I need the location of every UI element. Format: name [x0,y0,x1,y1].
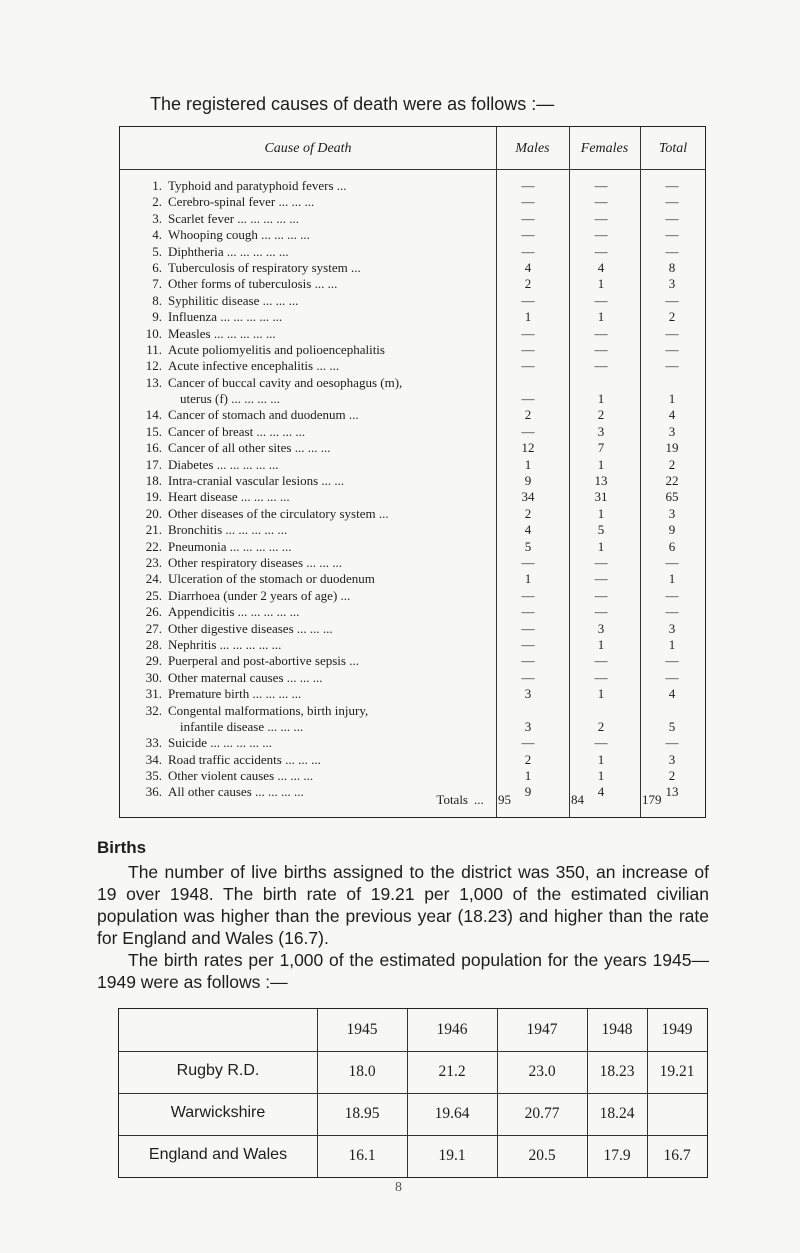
intro-text: The registered causes of death were as follows :— [150,94,555,114]
rate-value: 19.1 [438,1147,466,1164]
cause-number: 28. [145,636,162,652]
males-value: 2 [524,276,532,292]
total-value: — [665,555,679,570]
cause-name-continued: infantile disease ... ... ... [180,718,304,734]
cause-row [120,358,705,374]
females-value: 3 [597,423,605,439]
cause-name: Appendicitis ... ... ... ... ... [168,604,300,620]
total-value: — [665,243,679,259]
total-value: 9 [668,522,676,538]
rate-value: 18.0 [348,1063,376,1080]
total-value: 1 [668,636,676,652]
rate-value: 17.9 [603,1147,631,1164]
males-value: — [521,227,535,243]
cause-label [168,440,496,456]
total-value: 2 [668,768,676,784]
cause-name: Typhoid and paratyphoid fevers ... [168,178,347,193]
total-value: 19 [665,440,679,456]
cause-label [168,178,496,194]
cause-label [168,227,496,243]
females-value: — [594,243,608,259]
males-value: — [521,391,535,407]
cause-row [120,342,705,358]
females-value: 7 [597,440,605,456]
cause-name: Other forms of tuberculosis ... ... [168,276,338,292]
females-value: — [594,735,608,751]
males-value: — [521,243,535,259]
cause-row [120,276,705,292]
females-value: 3 [597,620,605,636]
cause-label [168,555,496,571]
year-header: 1946 [436,1021,468,1038]
cause-row [120,555,705,571]
cause-number: 29. [145,653,162,669]
cause-number: 19. [145,489,162,505]
cause-name: Tuberculosis of respiratory system ... [168,259,361,275]
cause-name: Whooping cough ... ... ... ... [168,227,310,243]
males-value: 2 [524,751,532,767]
cause-name: Other diseases of the circulatory system ... [168,505,389,521]
cause-number: 11. [146,341,162,357]
cause-number: 2. [152,194,162,210]
cause-name: Cancer of breast ... ... ... ... [168,423,306,439]
births-paragraph-1: The number of live births assigned to the district was 350, an increase of 19 over 1948. The birth rate of 19.21 per 1,000 of the estimated civilian population was higher than the previous year (18.23) and higher than the rate for England and Wales (16.7). [97,862,709,948]
females-value: 1 [597,505,605,521]
cause-row [120,653,705,669]
cause-name: Scarlet fever ... ... ... ... ... [168,210,300,226]
cause-number: 26. [145,604,162,620]
cause-name: Ulceration of the stomach or duodenum [168,571,375,587]
males-value: — [521,555,535,570]
total-value: 1 [668,571,676,587]
cause-name-continued: uterus (f) ... ... ... ... [180,391,281,407]
females-value: — [594,653,608,669]
cause-name: Acute poliomyelitis and polioencephalitis [168,341,385,357]
males-value: 1 [524,456,532,472]
males-value: 12 [521,440,535,456]
males-value: 3 [524,686,532,702]
birth-rates-table [118,1008,708,1178]
cause-row [120,375,705,408]
cause-number: 25. [145,587,162,603]
females-value: 1 [597,456,605,472]
females-value: 1 [597,686,605,702]
cause-row [120,440,705,456]
females-value: — [594,292,608,308]
cause-row [120,522,705,538]
cause-name: Suicide ... ... ... ... ... [168,735,272,751]
header-females: Females [580,141,629,156]
females-value: — [594,587,608,603]
totals-dots: ... [474,792,484,807]
cause-name: Diphtheria ... ... ... ... ... [168,243,289,259]
cause-name: Road traffic accidents ... ... ... [168,751,321,767]
cause-number: 31. [145,686,162,702]
cause-name: Other violent causes ... ... ... [168,768,314,784]
year-header: 1947 [526,1021,558,1038]
cause-row [120,489,705,505]
males-value: 1 [524,309,532,325]
year-header: 1948 [601,1021,633,1038]
cause-row [120,326,705,342]
females-value: — [594,669,608,685]
males-value: 9 [524,473,532,489]
males-value: — [521,325,535,341]
cause-number: 10. [145,325,162,341]
row-divider [119,1135,707,1136]
year-header: 1945 [346,1021,378,1038]
total-value: — [665,178,679,193]
males-value: — [521,620,535,636]
cause-name: Heart disease ... ... ... ... [168,489,290,505]
header-males: Males [515,141,550,156]
cause-name: Diarrhoea (under 2 years of age) ... [168,587,351,603]
cause-label [168,358,496,374]
females-value: 31 [594,489,608,505]
cause-name: Acute infective encephalitis ... ... [168,358,340,374]
females-value: 1 [597,538,605,554]
males-value: — [521,358,535,374]
total-value: 3 [668,423,676,439]
males-value: 5 [524,538,532,554]
cause-label [168,768,496,784]
cause-label [168,342,496,358]
females-value: 4 [597,784,605,800]
cause-label [168,539,496,555]
cause-label [168,276,496,292]
cause-label [168,260,496,276]
total-value: — [665,341,679,357]
cause-number: 36. [145,784,162,800]
total-value: 6 [668,538,676,554]
cause-number: 22. [145,538,162,554]
total-value: 3 [668,751,676,767]
cause-number: 21. [145,522,162,538]
rate-value: 16.1 [348,1147,376,1164]
females-value: 1 [597,309,605,325]
cause-name: Other maternal causes ... ... ... [168,669,323,685]
females-value: — [594,178,608,193]
cause-name: Premature birth ... ... ... ... [168,686,302,702]
females-value: — [594,210,608,226]
females-value: — [594,227,608,243]
total-value: 4 [668,407,676,423]
total-value: 65 [665,489,679,505]
cause-number: 30. [145,669,162,685]
females-value: 1 [597,768,605,784]
cause-number: 20. [145,505,162,521]
males-value: — [521,210,535,226]
males-value: 2 [524,505,532,521]
cause-row [120,457,705,473]
cause-row [120,407,705,423]
males-value: 34 [521,489,535,505]
cause-row [120,506,705,522]
total-value: 2 [668,309,676,325]
cause-number: 6. [152,259,162,275]
row-divider [119,1051,707,1052]
cause-number: 34. [145,751,162,767]
cause-label [168,375,496,408]
males-value: — [521,669,535,685]
cause-number: 35. [145,768,162,784]
females-value: — [594,571,608,587]
total-value: — [665,292,679,308]
total-value: 1 [668,391,676,407]
total-value: 22 [665,473,679,489]
total-value: — [665,325,679,341]
cause-label [168,211,496,227]
cause-name: Cancer of buccal cavity and oesophagus (m), [168,374,403,390]
males-value: — [521,292,535,308]
cause-number: 32. [145,702,162,718]
cause-row [120,670,705,686]
cause-label [168,194,496,210]
cause-row [120,637,705,653]
females-value: — [594,341,608,357]
females-value: — [594,325,608,341]
cause-row [120,571,705,587]
totals-label: Totals [436,792,468,807]
females-value: 1 [597,391,605,407]
cause-name: Cancer of all other sites ... ... ... [168,440,331,456]
cause-name: Diabetes ... ... ... ... ... [168,456,279,472]
total-value: 3 [668,620,676,636]
total-value: 2 [668,456,676,472]
page-number: 8 [395,1180,402,1195]
males-value: — [521,653,535,669]
cause-label [168,506,496,522]
cause-label [168,637,496,653]
females-value: — [594,604,608,620]
rate-value: 16.7 [663,1147,691,1164]
females-value: 2 [597,407,605,423]
cause-row [120,621,705,637]
cause-name: Puerperal and post-abortive sepsis ... [168,653,359,669]
total-value: 4 [668,686,676,702]
cause-name: Influenza ... ... ... ... ... [168,309,283,325]
total-value: — [665,210,679,226]
cause-label [168,424,496,440]
females-value: 1 [597,276,605,292]
header-total: Total [658,141,688,156]
cause-number: 16. [145,440,162,456]
cause-name: Pneumonia ... ... ... ... ... [168,538,292,554]
column-divider [647,1009,648,1177]
cause-label [168,489,496,505]
rate-row-label: England and Wales [148,1146,288,1163]
births-paragraph-2: The birth rates per 1,000 of the estimated population for the years 1945—1949 were as follows :— [97,950,709,992]
total-value: 3 [668,505,676,521]
males-value: — [521,735,535,751]
total-value: — [665,194,679,210]
cause-row [120,768,705,784]
total-value: 5 [668,718,676,734]
year-header: 1949 [661,1021,693,1038]
females-value: — [594,555,608,570]
cause-name: Cancer of stomach and duodenum ... [168,407,359,423]
cause-number: 8. [152,292,162,308]
females-value: — [594,194,608,210]
total-value: 3 [668,276,676,292]
males-value: 4 [524,259,532,275]
cause-label [168,244,496,260]
rate-row-label: Rugby R.D. [176,1062,260,1079]
rate-value: 23.0 [528,1063,556,1080]
males-value: — [521,341,535,357]
cause-label [168,293,496,309]
rate-value: 18.24 [599,1105,635,1122]
cause-number: 18. [145,473,162,489]
births-heading: Births [97,838,147,857]
header-cause: Cause of Death [264,141,352,156]
total-value: — [665,735,679,751]
total-value: — [665,669,679,685]
cause-label [168,588,496,604]
cause-row [120,211,705,227]
cause-name: Measles ... ... ... ... ... [168,325,276,341]
total-value: 13 [665,784,679,800]
cause-row [120,293,705,309]
row-divider [119,1093,707,1094]
cause-row [120,703,705,736]
cause-label [168,686,496,702]
cause-name: Bronchitis ... ... ... ... ... [168,522,288,538]
cause-label [168,670,496,686]
cause-label [168,604,496,620]
cause-label [168,457,496,473]
cause-row [120,735,705,751]
cause-name: Congental malformations, birth injury, [168,702,369,718]
cause-number: 14. [145,407,162,423]
cause-row [120,604,705,620]
cause-number: 7. [152,276,162,292]
total-value: — [665,358,679,374]
totals-females: 84 [571,792,584,807]
males-value: — [521,178,535,193]
cause-number: 12. [145,358,162,374]
cause-name: Intra-cranial vascular lesions ... ... [168,473,345,489]
males-value: — [521,194,535,210]
females-value: 4 [597,259,605,275]
total-value: — [665,604,679,620]
causes-of-death-table [119,126,706,818]
cause-name: Other respiratory diseases ... ... ... [168,555,343,570]
cause-row [120,178,705,194]
causes-rows [120,178,705,801]
rate-value: 21.2 [438,1063,466,1080]
cause-number: 1. [152,178,162,193]
cause-label [168,473,496,489]
cause-number: 3. [152,210,162,226]
males-value: 1 [524,571,532,587]
males-value: 4 [524,522,532,538]
cause-name: Syphilitic disease ... ... ... [168,292,299,308]
cause-row [120,588,705,604]
males-value: 9 [524,784,532,800]
cause-number: 33. [145,735,162,751]
cause-row [120,194,705,210]
cause-label [168,735,496,751]
cause-row [120,539,705,555]
cause-label [168,703,496,736]
total-value: — [665,653,679,669]
cause-number: 27. [145,620,162,636]
cause-number: 13. [145,374,162,390]
total-value: — [665,227,679,243]
total-value: 8 [668,259,676,275]
cause-label [168,326,496,342]
cause-row [120,309,705,325]
rate-value: 18.23 [599,1063,635,1080]
females-value: 1 [597,751,605,767]
cause-label [168,752,496,768]
cause-name: Nephritis ... ... ... ... ... [168,636,282,652]
cause-row [120,473,705,489]
cause-label [168,571,496,587]
cause-number: 23. [145,555,162,570]
males-value: 2 [524,407,532,423]
males-value: 3 [524,718,532,734]
cause-label [168,407,496,423]
cause-label [168,653,496,669]
rate-value: 20.5 [528,1147,556,1164]
cause-label [168,522,496,538]
cause-row [120,686,705,702]
total-value: — [665,587,679,603]
rate-value: 19.21 [659,1063,695,1080]
cause-label [168,309,496,325]
females-value: 1 [597,636,605,652]
males-value: — [521,636,535,652]
cause-row [120,227,705,243]
rate-value: 19.64 [434,1105,470,1122]
males-value: — [521,587,535,603]
cause-number: 15. [145,423,162,439]
rate-value: 18.95 [344,1105,380,1122]
cause-row [120,752,705,768]
cause-name: Cerebro-spinal fever ... ... ... [168,194,315,210]
cause-name: Other digestive diseases ... ... ... [168,620,333,636]
cause-number: 24. [145,571,162,587]
females-value: — [594,358,608,374]
totals-males: 95 [498,792,511,807]
females-value: 13 [594,473,608,489]
totals-total: 179 [642,792,662,807]
cause-number: 9. [152,309,162,325]
header-divider [120,169,705,170]
females-value: 5 [597,522,605,538]
cause-name: All other causes ... ... ... ... [168,784,304,800]
cause-row [120,260,705,276]
cause-label [168,621,496,637]
cause-row [120,244,705,260]
males-value: — [521,604,535,620]
rate-value: 20.77 [524,1105,560,1122]
rate-row-label: Warwickshire [170,1104,266,1121]
males-value: 1 [524,768,532,784]
cause-number: 5. [152,243,162,259]
cause-row [120,424,705,440]
cause-number: 4. [152,227,162,243]
males-value: — [521,423,535,439]
females-value: 2 [597,718,605,734]
cause-number: 17. [145,456,162,472]
